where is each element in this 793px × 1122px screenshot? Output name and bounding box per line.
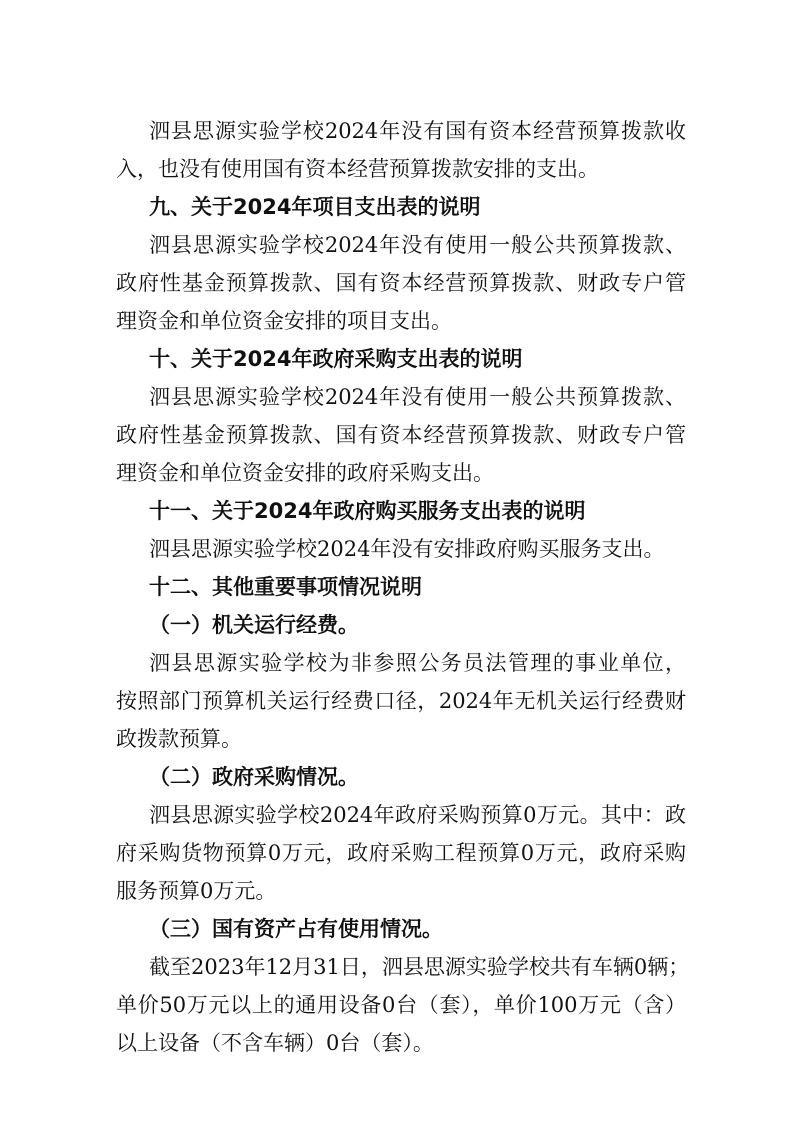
section-heading: 九、关于2024年项目支出表的说明 (149, 195, 481, 219)
paragraph-line: 泗县思源实验学校2024年没有国有资本经营预算拨款收 (149, 119, 686, 143)
section-heading: 十、关于2024年政府采购支出表的说明 (149, 347, 523, 371)
paragraph-line: 理资金和单位资金安排的项目支出。 (116, 309, 452, 333)
paragraph-line: 单价50万元以上的通用设备0台（套），单价100万元（含） (116, 993, 686, 1017)
section-heading: 十二、其他重要事项情况说明 (149, 575, 422, 599)
subsection-heading: （一）机关运行经费。 (149, 613, 359, 637)
paragraph-line: 府采购货物预算0万元，政府采购工程预算0万元，政府采购 (116, 841, 686, 865)
paragraph-line: 以上设备（不含车辆）0台（套）。 (116, 1031, 434, 1055)
paragraph-line: 政拨款预算。 (116, 727, 242, 751)
paragraph-line: 泗县思源实验学校2024年政府采购预算0万元。其中：政 (149, 803, 686, 827)
paragraph-line: 泗县思源实验学校2024年没有安排政府购买服务支出。 (149, 537, 665, 561)
paragraph-line: 政府性基金预算拨款、国有资本经营预算拨款、财政专户管 (116, 423, 686, 447)
subsection-heading: （二）政府采购情况。 (149, 765, 359, 789)
paragraph-line: 理资金和单位资金安排的政府采购支出。 (116, 461, 494, 485)
paragraph-line: 截至2023年12月31日，泗县思源实验学校共有车辆0辆； (149, 955, 690, 979)
subsection-heading: （三）国有资产占有使用情况。 (149, 917, 443, 941)
paragraph-line: 泗县思源实验学校2024年没有使用一般公共预算拨款、 (149, 233, 686, 257)
paragraph-line: 泗县思源实验学校2024年没有使用一般公共预算拨款、 (149, 385, 686, 409)
paragraph-line: 服务预算0万元。 (116, 879, 277, 903)
paragraph-line: 按照部门预算机关运行经费口径，2024年无机关运行经费财 (116, 689, 686, 713)
section-heading: 十一、关于2024年政府购买服务支出表的说明 (149, 499, 586, 523)
document-body (116, 112, 690, 1062)
paragraph-line: 入，也没有使用国有资本经营预算拨款安排的支出。 (116, 157, 599, 181)
paragraph-line: 泗县思源实验学校为非参照公务员法管理的事业单位， (149, 651, 686, 675)
paragraph-line: 政府性基金预算拨款、国有资本经营预算拨款、财政专户管 (116, 271, 686, 295)
